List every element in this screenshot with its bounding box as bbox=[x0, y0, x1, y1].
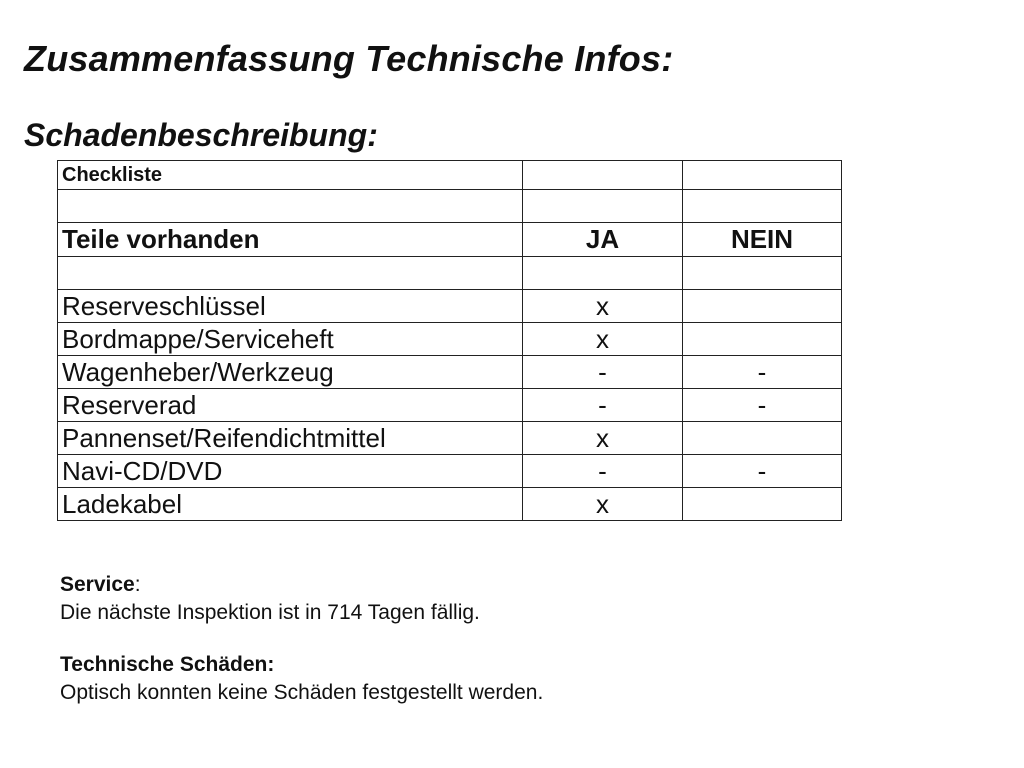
table-row bbox=[58, 356, 842, 389]
service-section bbox=[60, 571, 480, 627]
no-mark bbox=[683, 323, 842, 356]
table-row bbox=[58, 389, 842, 422]
technical-damage-label: Technische Schäden: bbox=[60, 653, 275, 676]
yes-mark: x bbox=[523, 422, 683, 455]
empty-cell bbox=[683, 257, 842, 290]
no-mark bbox=[683, 422, 842, 455]
spacer-row bbox=[58, 190, 842, 223]
item-name: Ladekabel bbox=[58, 488, 523, 521]
empty-cell bbox=[58, 190, 523, 223]
item-name: Reserverad bbox=[58, 389, 523, 422]
service-label: Service bbox=[60, 573, 135, 596]
section-title-damage-description: Schadenbeschreibung: bbox=[24, 117, 378, 153]
yes-mark: x bbox=[523, 323, 683, 356]
no-mark bbox=[683, 488, 842, 521]
no-mark bbox=[683, 290, 842, 323]
no-mark: - bbox=[683, 356, 842, 389]
item-name: Reserveschlüssel bbox=[58, 290, 523, 323]
column-header-no: NEIN bbox=[683, 223, 842, 257]
table-caption-row bbox=[58, 161, 842, 190]
empty-cell bbox=[523, 190, 683, 223]
yes-mark: - bbox=[523, 356, 683, 389]
column-header-item: Teile vorhanden bbox=[58, 223, 523, 257]
item-name: Pannenset/Reifendichtmittel bbox=[58, 422, 523, 455]
empty-cell bbox=[683, 190, 842, 223]
column-header-yes: JA bbox=[523, 223, 683, 257]
empty-cell bbox=[523, 161, 683, 190]
table-row bbox=[58, 290, 842, 323]
service-label-colon: : bbox=[134, 573, 141, 596]
no-mark: - bbox=[683, 389, 842, 422]
table-row bbox=[58, 323, 842, 356]
yes-mark: - bbox=[523, 455, 683, 488]
service-text: Die nächste Inspektion ist in 714 Tagen fällig. bbox=[60, 601, 480, 624]
table-row bbox=[58, 422, 842, 455]
no-mark: - bbox=[683, 455, 842, 488]
table-row bbox=[58, 488, 842, 521]
empty-cell bbox=[523, 257, 683, 290]
technical-damage-section bbox=[60, 651, 543, 707]
yes-mark: - bbox=[523, 389, 683, 422]
page-title: Zusammenfassung Technische Infos: bbox=[24, 38, 674, 79]
table-row bbox=[58, 455, 842, 488]
empty-cell bbox=[683, 161, 842, 190]
spacer-row bbox=[58, 257, 842, 290]
yes-mark: x bbox=[523, 488, 683, 521]
empty-cell bbox=[58, 257, 523, 290]
technical-damage-text: Optisch konnten keine Schäden festgestellt werden. bbox=[60, 681, 544, 704]
table-header-row bbox=[58, 223, 842, 257]
item-name: Bordmappe/Serviceheft bbox=[58, 323, 523, 356]
item-name: Wagenheber/Werkzeug bbox=[58, 356, 523, 389]
table-caption: Checkliste bbox=[58, 161, 523, 190]
item-name: Navi-CD/DVD bbox=[58, 455, 523, 488]
yes-mark: x bbox=[523, 290, 683, 323]
checklist-table bbox=[57, 160, 842, 521]
service-label-line bbox=[60, 571, 480, 599]
